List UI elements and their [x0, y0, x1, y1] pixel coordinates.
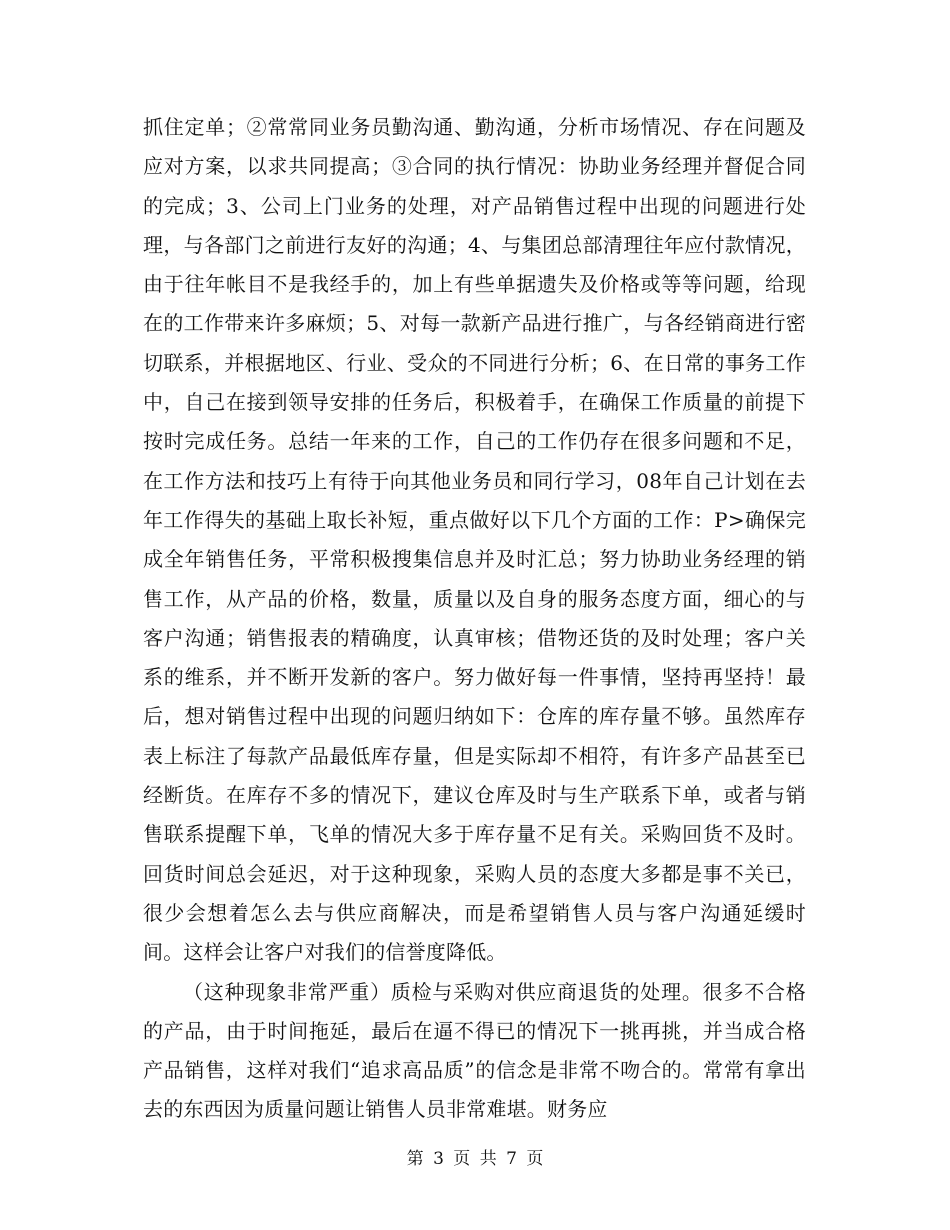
body-paragraph-2: （这种现象非常严重）质检与采购对供应商退货的处理。很多不合格的产品，由于时间拖延，最后在逼不得已的情况下一挑再挑，并当成合格产品销售，这样对我们“追求高品质”的信念是非常不吻合的。常常有拿出去的东西因为质量问题让销售人员非常难堪。财务应	[143, 979, 806, 1122]
body-paragraph-1: 抓住定单；②常常同业务员勤沟通、勤沟通，分析市场情况、存在问题及应对方案，以求共同提高；③合同的执行情况：协助业务经理并督促合同的完成；3、公司上门业务的处理，对产品销售过程中出现的问题进行处理，与各部门之前进行友好的沟通；4、与集团总部清理往年应付款情况，由于往年帐目不是我经手的，加上有些单据遗失及价格或等等问题，给现在的工作带来许多麻烦；5、对每一款新产品进行推广，与各经销商进行密切联系，并根据地区、行业、受众的不同进行分析；6、在日常的事务工作中，自己在接到领导安排的任务后，积极着手，在确保工作质量的前提下按时完成任务。总结一年来的工作，自己的工作仍存在很多问题和不足，在工作方法和技巧上有待于向其他业务员和同行学习，08年自己计划在去年工作得失的基础上取长补短，重点做好以下几个方面的工作：P>确保完成全年销售任务，平常积极搜集信息并及时汇总；努力协助业务经理的销售工作，从产品的价格，数量，质量以及自身的服务态度方面，细心的与客户沟通；销售报表的精确度，认真审核；借物还货的及时处理；客户关系的维系，并不断开发新的客户。努力做好每一件事情，坚持再坚持！最后，想对销售过程中出现的问题归纳如下：仓库的库存量不够。虽然库存表上标注了每款产品最低库存量，但是实际却不相符，有许多产品甚至已经断货。在库存不多的情况下，建议仓库及时与生产联系下单，或者与销售联系提醒下单，飞单的情况大多于库存量不足有关。采购回货不及时。回货时间总会延迟，对于这种现象，采购人员的态度大多都是事不关已，很少会想着怎么去与供应商解决，而是希望销售人员与客户沟通延缓时间。这样会让客户对我们的信誉度降低。	[143, 115, 806, 965]
page-number-footer: 第 3 页 共 7 页	[406, 1149, 544, 1169]
document-body	[143, 108, 806, 1130]
